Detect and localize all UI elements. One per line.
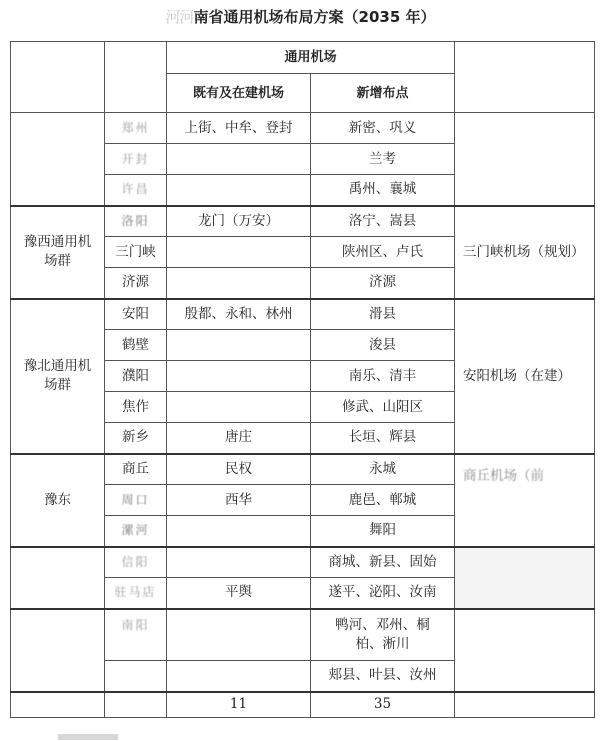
transport-cell-central [455,113,595,206]
group-label-central [11,113,105,206]
new-cell: 滑县 [311,299,455,330]
header-group: 通用机场 [167,42,455,74]
existing-cell [167,547,311,578]
page-title [0,6,601,27]
table-row [11,454,595,485]
city-cell: 焦作 [105,392,167,423]
header-row-1 [11,42,595,74]
existing-cell: 上街、中牟、登封 [167,113,311,144]
new-cell: 永城 [311,454,455,485]
city-cell: 新乡 [105,423,167,454]
group-label-south-1 [11,547,105,609]
title-main: 南省通用机场布局方案（2035 年） [193,8,436,26]
existing-cell: 平舆 [167,578,311,609]
existing-cell: 唐庄 [167,423,311,454]
existing-cell [167,609,311,661]
group-label-east: 豫东 [11,454,105,547]
table-row [11,299,595,330]
total-row [11,692,595,718]
new-cell: 商城、新县、固始 [311,547,455,578]
city-cell: 洛阳 [105,206,167,237]
transport-cell-south-1 [455,547,595,609]
existing-cell [167,144,311,175]
city-cell: 商丘 [105,454,167,485]
footer-smudge [58,734,118,740]
city-cell: 驻马店 [105,578,167,609]
new-cell: 遂平、泌阳、汝南 [311,578,455,609]
transport-cell-south-2 [455,609,595,692]
group-label-west: 豫西通用机场群 [11,206,105,299]
city-cell: 漯河 [105,516,167,547]
new-cell: 鸭河、邓州、桐柏、淅川 [311,609,455,661]
new-cell: 陕州区、卢氏 [311,237,455,268]
table-row [11,113,595,144]
group-label-south-2 [11,609,105,692]
existing-cell: 殷都、永和、林州 [167,299,311,330]
new-cell: 舞阳 [311,516,455,547]
existing-cell [167,268,311,299]
new-cell: 浚县 [311,330,455,361]
transport-cell-west: 三门峡机场（规划） [455,206,595,299]
airport-layout-table [10,41,595,718]
new-cell: 郏县、叶县、汝州 [311,661,455,692]
city-cell [105,661,167,692]
header-blank-3 [455,42,595,113]
city-cell: 南阳 [105,609,167,661]
city-cell: 许昌 [105,175,167,206]
city-cell: 郑州 [105,113,167,144]
total-existing: 11 [167,692,311,718]
header-existing: 既有及在建机场 [167,74,311,113]
city-cell: 濮阳 [105,361,167,392]
existing-cell [167,361,311,392]
new-cell: 洛宁、嵩县 [311,206,455,237]
existing-cell [167,516,311,547]
city-cell: 三门峡 [105,237,167,268]
existing-cell [167,392,311,423]
transport-cell-north: 安阳机场（在建） [455,299,595,454]
existing-cell [167,175,311,206]
city-cell: 信阳 [105,547,167,578]
existing-cell [167,661,311,692]
new-cell: 鹿邑、郸城 [311,485,455,516]
transport-cell-east [455,454,595,547]
table-row [11,206,595,237]
new-cell: 修武、山阳区 [311,392,455,423]
title-prefix: 河河 [165,8,194,26]
city-cell: 开封 [105,144,167,175]
new-cell: 禹州、襄城 [311,175,455,206]
new-cell: 长垣、辉县 [311,423,455,454]
city-cell: 安阳 [105,299,167,330]
total-blank [105,692,167,718]
existing-cell: 西华 [167,485,311,516]
city-cell: 济源 [105,268,167,299]
total-label [11,692,105,718]
existing-cell [167,330,311,361]
new-cell: 南乐、清丰 [311,361,455,392]
new-cell: 兰考 [311,144,455,175]
header-blank-2 [105,42,167,113]
group-label-north: 豫北通用机场群 [11,299,105,454]
table-row [11,609,595,661]
total-new: 35 [311,692,455,718]
total-transport [455,692,595,718]
city-cell: 周口 [105,485,167,516]
existing-cell [167,237,311,268]
table-row [11,547,595,578]
existing-cell: 民权 [167,454,311,485]
header-new: 新增布点 [311,74,455,113]
transport-east-text: 商丘机场（前 [463,467,545,484]
existing-cell: 龙门（万安） [167,206,311,237]
new-cell: 新密、巩义 [311,113,455,144]
header-blank-1 [11,42,105,113]
new-cell: 济源 [311,268,455,299]
city-cell: 鹤壁 [105,330,167,361]
